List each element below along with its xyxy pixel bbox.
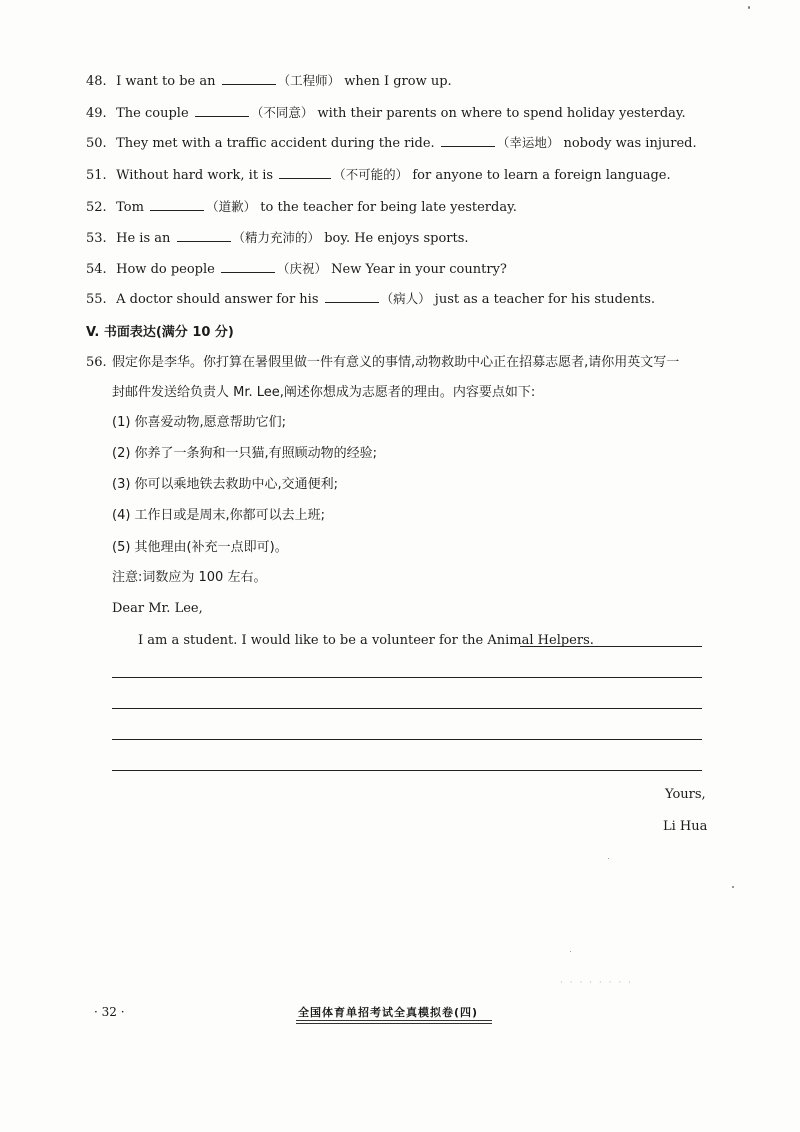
- scan-speck: [748, 6, 750, 9]
- letter-signature: Li Hua: [663, 819, 708, 834]
- question-54: [86, 260, 507, 279]
- question-hint: （不同意）: [250, 105, 314, 120]
- question-52: [86, 198, 517, 217]
- question-number: 53.: [86, 231, 107, 246]
- question-number: 56.: [86, 355, 107, 370]
- question-49: [86, 104, 686, 123]
- question-number: 54.: [86, 262, 107, 277]
- prompt-text: 假定你是李华。你打算在暑假里做一件有意义的事情,动物救助中心正在招募志愿者,请你用英文写一: [112, 355, 680, 370]
- question-text-before: A doctor should answer for his: [116, 292, 319, 307]
- question-text-before: Tom: [116, 200, 144, 215]
- question-hint: （工程师）: [277, 73, 341, 88]
- letter-closing: Yours,: [665, 787, 706, 802]
- question-number: 52.: [86, 200, 107, 215]
- answer-blank[interactable]: [177, 229, 231, 242]
- question-text-before: Without hard work, it is: [116, 168, 274, 183]
- question-number: 50.: [86, 136, 107, 151]
- writing-point-4: (4) 工作日或是周末,你都可以去上班;: [112, 508, 326, 523]
- question-50: [86, 134, 697, 153]
- writing-line[interactable]: [112, 677, 702, 678]
- question-text-after: to the teacher for being late yesterday.: [260, 200, 517, 215]
- writing-prompt-line-2: 封邮件发送给负责人 Mr. Lee,阐述你想成为志愿者的理由。内容要点如下:: [112, 385, 536, 400]
- answer-blank[interactable]: [441, 134, 495, 147]
- answer-blank[interactable]: [222, 72, 276, 85]
- writing-point-5: (5) 其他理由(补充一点即可)。: [112, 540, 288, 555]
- writing-note: 注意:词数应为 100 左右。: [112, 570, 267, 585]
- writing-line[interactable]: [520, 646, 702, 647]
- question-text-after: just as a teacher for his students.: [434, 292, 656, 307]
- question-number: 51.: [86, 168, 107, 183]
- question-51: [86, 166, 671, 185]
- question-53: [86, 229, 469, 248]
- question-hint: （庆祝）: [277, 261, 328, 276]
- scan-speck: [608, 858, 609, 859]
- question-number: 49.: [86, 106, 107, 121]
- writing-line[interactable]: [112, 708, 702, 709]
- answer-blank[interactable]: [279, 166, 331, 179]
- writing-point-2: (2) 你养了一条狗和一只猫,有照顾动物的经验;: [112, 446, 378, 461]
- letter-opening: I am a student. I would like to be a volunteer for the Animal Helpers.: [138, 633, 594, 648]
- question-hint: （病人）: [380, 291, 431, 306]
- question-text-before: He is an: [116, 231, 171, 246]
- question-text-before: I want to be an: [116, 74, 216, 89]
- letter-salutation: Dear Mr. Lee,: [112, 601, 203, 616]
- writing-point-3: (3) 你可以乘地铁去救助中心,交通便利;: [112, 477, 339, 492]
- answer-blank[interactable]: [221, 260, 275, 273]
- question-number: 48.: [86, 74, 107, 89]
- faint-bleed-through: · · · · · · · ·: [560, 978, 633, 988]
- answer-blank[interactable]: [150, 198, 204, 211]
- question-hint: （道歉）: [206, 199, 257, 214]
- question-text-before: How do people: [116, 262, 215, 277]
- question-text-after: nobody was injured.: [563, 136, 697, 151]
- writing-point-1: (1) 你喜爱动物,愿意帮助它们;: [112, 415, 287, 430]
- question-hint: （精力充沛的）: [232, 230, 321, 245]
- question-hint: （不可能的）: [333, 167, 409, 182]
- question-number: 55.: [86, 292, 107, 307]
- footer-rule: [296, 1020, 492, 1021]
- question-text-after: with their parents on where to spend holiday yesterday.: [317, 106, 686, 121]
- footer-rule: [296, 1023, 492, 1024]
- writing-line[interactable]: [112, 739, 702, 740]
- question-text-after: boy. He enjoys sports.: [324, 231, 469, 246]
- writing-prompt-line-1: [86, 354, 679, 372]
- answer-blank[interactable]: [195, 104, 249, 117]
- question-text-after: when I grow up.: [344, 74, 452, 89]
- question-hint: （幸运地）: [496, 135, 560, 150]
- question-55: [86, 290, 655, 309]
- question-text-before: The couple: [116, 106, 189, 121]
- scan-speck: [732, 886, 734, 888]
- question-text-before: They met with a traffic accident during the ride.: [116, 136, 435, 151]
- writing-line[interactable]: [112, 770, 702, 771]
- question-text-after: New Year in your country?: [331, 262, 507, 277]
- scan-speck: [570, 951, 571, 952]
- question-text-after: for anyone to learn a foreign language.: [412, 168, 671, 183]
- page-number: · 32 ·: [94, 1005, 125, 1019]
- question-48: [86, 72, 452, 91]
- answer-blank[interactable]: [325, 290, 379, 303]
- footer-title: 全国体育单招考试全真模拟卷(四): [298, 1006, 479, 1019]
- section-title: V. 书面表达(满分 10 分): [86, 325, 234, 340]
